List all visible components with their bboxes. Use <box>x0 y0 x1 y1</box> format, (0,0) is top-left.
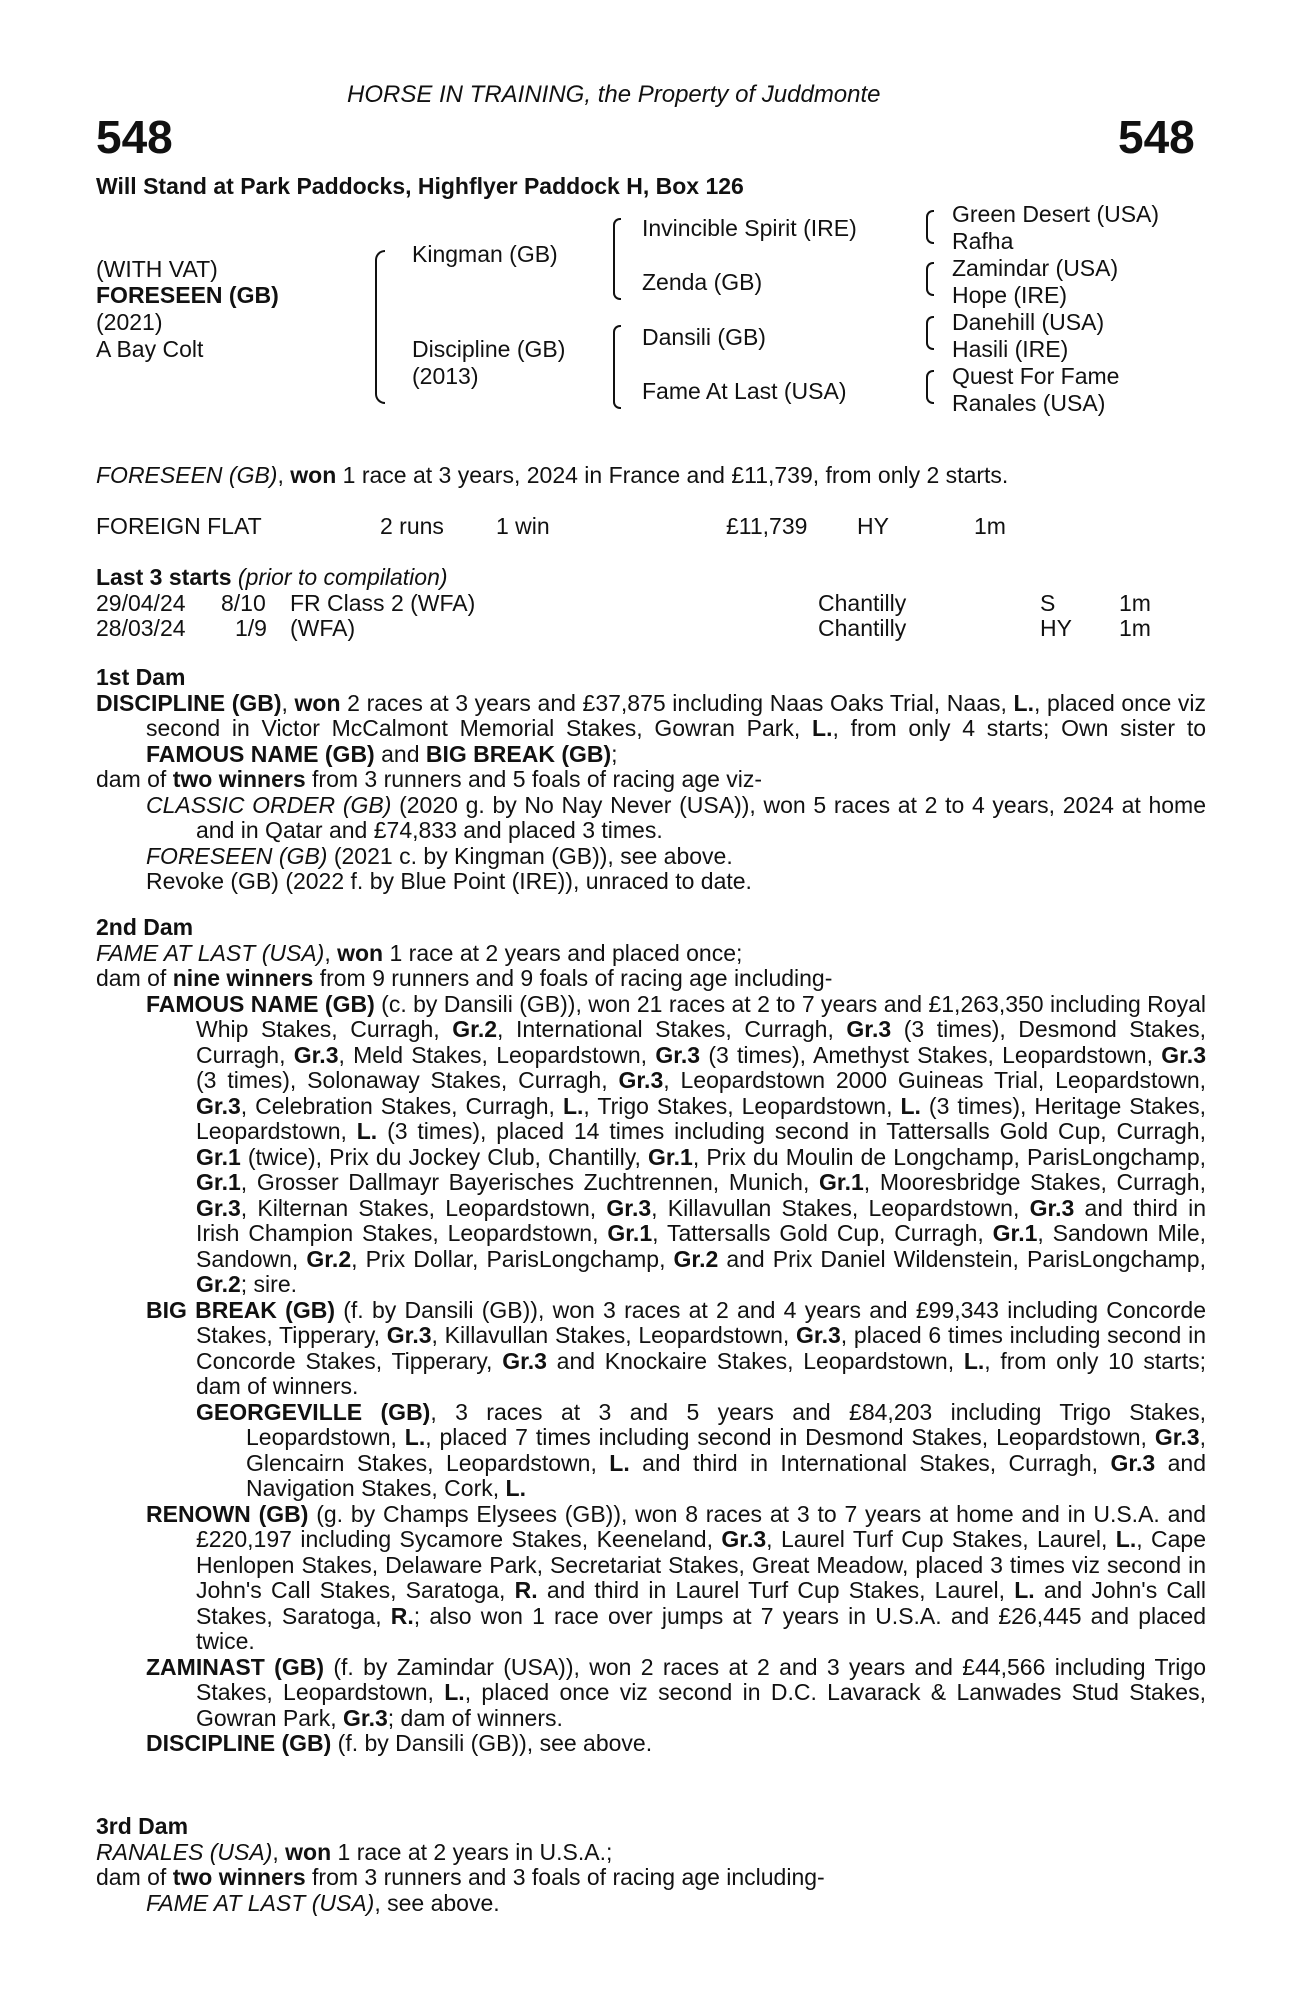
grade: Gr.3 <box>606 1194 652 1221</box>
second-dam-section <box>96 915 1206 1757</box>
t: and Knockaire Stakes, Leopardstown, <box>546 1347 964 1374</box>
pedigree-sire-sire: Invincible Spirit (IRE) <box>642 215 857 241</box>
start-row-pos: 8/10 <box>221 590 266 616</box>
start-row-pos: 1/9 <box>235 615 267 641</box>
third-dam-record: RANALES (USA), won 1 race at 2 years in U.S.A.; <box>96 1838 613 1865</box>
t: and Navigation Stakes, Cork, <box>246 1449 1207 1501</box>
produce-entry <box>96 869 1206 895</box>
t: , Killavullan Stakes, Leopardstown, <box>651 1194 1030 1221</box>
grade: L. <box>444 1679 465 1705</box>
grade: L. <box>609 1449 630 1476</box>
produce-name: FAME AT LAST (USA) <box>146 1889 375 1916</box>
grade: Gr.3 <box>293 1041 339 1068</box>
grade: L. <box>1014 1577 1035 1603</box>
pedigree-g3-7: Ranales (USA) <box>952 390 1106 416</box>
start-row-race: FR Class 2 (WFA) <box>290 590 476 616</box>
t: (f. by Zamindar (USA)), won 2 races at 2 and 3 years and £44,566 including Trigo Stakes, Leopardstown, <box>196 1653 1206 1705</box>
t: (3 times), Desmond Stakes, Curragh, <box>196 1016 1206 1068</box>
t: , Prix Dollar, ParisLongchamp, <box>351 1245 674 1272</box>
third-dam-title: 3rd Dam <box>96 1813 189 1839</box>
produce-text: (2020 g. by No Nay Never (USA)), won 5 races at 2 to 4 years, 2024 at home and in Qatar and £74,833 and placed 3 times. <box>196 791 1206 843</box>
grade: Gr.3 <box>618 1067 664 1093</box>
grade: Gr.3 <box>655 1041 701 1068</box>
record-wins: 1 win <box>496 513 550 539</box>
pedigree-g3-5: Hasili (IRE) <box>952 336 1069 362</box>
pedigree-g3-6: Quest For Fame <box>952 363 1120 389</box>
grade: Gr.3 <box>502 1347 547 1374</box>
third-dam-produce-line <box>96 1865 1206 1891</box>
t: (g. by Champs Elysees (GB)), won 8 races at 3 to 7 years at home and in U.S.A. and £220,197 including Sycamore Stakes, Keeneland, <box>196 1500 1206 1552</box>
dam-of-text: dam of <box>96 965 173 991</box>
grade: Gr.1 <box>992 1220 1038 1246</box>
grade: Gr.3 <box>386 1322 432 1348</box>
third-dam-name: RANALES (USA) <box>96 1838 273 1865</box>
produce-name: BIG BREAK (GB) <box>146 1296 335 1323</box>
produce-entry-famous-name <box>96 992 1206 1298</box>
first-dam-text: , placed once viz second in Victor McCalmont Memorial Stakes, Gowran Park, <box>146 689 1206 741</box>
dam-of-text: dam of <box>96 766 173 792</box>
pedigree-brace-gen1 <box>375 250 385 404</box>
pedigree-g3-0: Green Desert (USA) <box>952 201 1160 227</box>
pedigree-dam-dam: Fame At Last (USA) <box>642 378 847 404</box>
grade: L. <box>963 1347 985 1374</box>
start-row-date: 29/04/24 <box>96 590 186 616</box>
t: , Meld Stakes, Leopardstown, <box>338 1041 656 1068</box>
dam-of-text: dam of <box>96 1864 173 1890</box>
grade: Gr.3 <box>196 1194 241 1221</box>
second-dam-won: won <box>337 939 384 966</box>
grade: L. <box>1013 689 1034 716</box>
t: , Glencairn Stakes, Leopardstown, <box>246 1424 1206 1476</box>
start-row-course: Chantilly <box>818 590 907 616</box>
third-dam-text: 1 race at 2 years in U.S.A.; <box>331 1838 613 1865</box>
t: ; sire. <box>240 1271 297 1297</box>
dam-of-text: from 3 runners and 5 foals of racing age viz- <box>305 766 763 792</box>
last-starts-heading <box>96 565 448 591</box>
t: , Cape Henlopen Stakes, Delaware Park, Secretariat Stakes, Great Meadow, placed 3 times viz second in John's Call Stakes, Saratoga, <box>196 1526 1207 1603</box>
produce-name: DISCIPLINE (GB) <box>146 1730 332 1756</box>
t: , Kilternan Stakes, Leopardstown, <box>240 1194 607 1221</box>
t: , Sandown Mile, Sandown, <box>196 1220 1207 1272</box>
t: , placed 6 times including second in Concorde Stakes, Tipperary, <box>196 1322 1206 1374</box>
t: , from only 10 starts; dam of winners. <box>196 1347 1206 1399</box>
pedigree-brace-g3-2 <box>926 262 934 296</box>
dam-of-winners: nine winners <box>172 965 314 991</box>
pedigree-brace-dam <box>613 325 621 409</box>
grade: Gr.2 <box>673 1245 719 1272</box>
t: (twice), Prix du Jockey Club, Chantilly, <box>240 1143 649 1170</box>
dam-of-winners: two winners <box>172 766 306 792</box>
summary-horse-name: FORESEEN (GB) <box>96 462 278 488</box>
first-dam-record: DISCIPLINE (GB), won 2 races at 3 years and £37,875 including Naas Oaks Trial, Naas, L., placed once viz second in Victor McCalmont Memorial Stakes, Gowran Park, L., from only 4 starts; Own sister to FAMOUS NAME (GB) and BIG BREAK (GB); <box>96 689 1206 767</box>
pedigree-g3-3: Hope (IRE) <box>952 282 1068 308</box>
start-row-date: 28/03/24 <box>96 615 186 641</box>
first-dam-text: and <box>374 740 426 767</box>
t: and third in International Stakes, Curragh, <box>629 1449 1111 1476</box>
t: and third in Laurel Turf Cup Stakes, Laurel, <box>537 1577 1015 1603</box>
produce-name: FORESEEN (GB) <box>146 842 328 869</box>
first-dam-text: 2 races at 3 years and £37,875 including Naas Oaks Trial, Naas, <box>340 689 1014 716</box>
record-runs: 2 runs <box>380 513 444 539</box>
grade: Gr.3 <box>1110 1449 1156 1476</box>
pedigree-g3-4: Danehill (USA) <box>952 309 1105 335</box>
horse-year: (2021) <box>96 309 163 335</box>
produce-text: (2021 c. by Kingman (GB)), see above. <box>327 842 733 869</box>
t: (c. by Dansili (GB)), won 21 races at 2 to 7 years and £1,263,350 including Royal Whip Stakes, Curragh, <box>196 990 1206 1042</box>
produce-entry-discipline <box>96 1731 1206 1757</box>
t: , Prix du Moulin de Longchamp, ParisLongchamp, <box>692 1143 1207 1170</box>
record-category: FOREIGN FLAT <box>96 513 262 539</box>
dam-of-text: from 3 runners and 3 foals of racing age including- <box>305 1864 825 1890</box>
race-summary <box>96 463 1008 489</box>
lot-number-right: 548 <box>1118 111 1195 163</box>
t: and Prix Daniel Wildenstein, ParisLongchamp, <box>718 1245 1206 1272</box>
grade: Gr.1 <box>819 1169 864 1195</box>
last-starts-note: (prior to compilation) <box>237 564 448 590</box>
running-title: HORSE IN TRAINING, the Property of Juddmonte <box>347 81 881 108</box>
dam-of-winners: two winners <box>172 1864 306 1890</box>
t: (3 times), Solonaway Stakes, Curragh, <box>196 1067 619 1093</box>
pedigree-brace-g3-4 <box>926 370 934 404</box>
grade: L. <box>812 715 833 741</box>
lot-number-left: 548 <box>96 111 173 163</box>
t: , Mooresbridge Stakes, Curragh, <box>863 1169 1206 1195</box>
start-row-race: (WFA) <box>290 615 356 641</box>
pedigree-dam-year: (2013) <box>412 363 479 389</box>
produce-name: ZAMINAST (GB) <box>146 1653 324 1680</box>
t: , placed 7 times including second in Desmond Stakes, Leopardstown, <box>425 1424 1155 1450</box>
t: (3 times), Amethyst Stakes, Leopardstown, <box>700 1041 1162 1068</box>
horse-description: A Bay Colt <box>96 336 204 362</box>
grade: Gr.3 <box>343 1704 388 1731</box>
record-distance: 1m <box>974 513 1006 539</box>
grade: Gr.1 <box>196 1169 241 1195</box>
first-dam-text: ; <box>611 740 618 767</box>
grade: Gr.3 <box>1154 1424 1200 1450</box>
pedigree-brace-sire <box>613 218 621 300</box>
grade: Gr.1 <box>607 1220 653 1246</box>
second-dam-text: 1 race at 2 years and placed once; <box>383 939 743 966</box>
pedigree-sire: Kingman (GB) <box>412 241 558 267</box>
t: , Tattersalls Gold Cup, Curragh, <box>652 1220 993 1246</box>
produce-entry <box>96 793 1206 844</box>
grade: L. <box>900 1092 921 1119</box>
first-dam-won: won <box>294 689 341 716</box>
produce-entry <box>96 1891 1206 1917</box>
t: , Grosser Dallmayr Bayerisches Zuchtrennen, Munich, <box>240 1169 820 1195</box>
grade: L. <box>404 1424 426 1450</box>
t: , 3 races at 3 and 5 years and £84,203 including Trigo Stakes, Leopardstown, <box>246 1398 1206 1450</box>
grade: R. <box>514 1577 538 1603</box>
produce-name: FAMOUS NAME (GB) <box>146 990 375 1017</box>
t: , Laurel Turf Cup Stakes, Laurel, <box>766 1526 1116 1552</box>
produce-entry-georgeville <box>96 1400 1206 1502</box>
t: (f. by Dansili (GB)), won 3 races at 2 and 4 years and £99,343 including Concorde Stakes, Tipperary, <box>196 1296 1206 1348</box>
grade: L. <box>356 1118 378 1144</box>
t: (f. by Dansili (GB)), see above. <box>331 1730 653 1756</box>
summary-comma: , <box>277 462 291 488</box>
t: and third in Irish Champion Stakes, Leopardstown, <box>196 1194 1206 1246</box>
t: ; also won 1 race over jumps at 7 years in U.S.A. and £26,445 and placed twice. <box>196 1602 1207 1654</box>
produce-entry <box>96 844 1206 870</box>
sibling-name: FAMOUS NAME (GB) <box>146 740 375 767</box>
second-dam-produce-line <box>96 966 1206 992</box>
produce-entry-zaminast <box>96 1655 1206 1732</box>
pedigree-brace-g3-1 <box>926 210 934 244</box>
third-dam-section <box>96 1814 1206 1916</box>
first-dam-title: 1st Dam <box>96 664 186 690</box>
first-dam-produce-line <box>96 767 1206 793</box>
grade: Gr.3 <box>846 1016 892 1042</box>
grade: Gr.3 <box>196 1092 241 1119</box>
first-dam-section <box>96 665 1206 895</box>
produce-text: , see above. <box>374 1889 500 1916</box>
produce-name: GEORGEVILLE (GB) <box>196 1398 431 1425</box>
t: , Killavullan Stakes, Leopardstown, <box>431 1322 797 1348</box>
start-row-going: HY <box>1040 615 1072 641</box>
sibling-name: BIG BREAK (GB) <box>425 740 612 767</box>
t: , Trigo Stakes, Leopardstown, <box>583 1092 901 1119</box>
grade: Gr.1 <box>196 1143 241 1170</box>
t: , placed once viz second in D.C. Lavarack & Lanwades Stud Stakes, Gowran Park, <box>196 1679 1206 1731</box>
second-dam-record: FAME AT LAST (USA), won 1 race at 2 years and placed once; <box>96 939 743 966</box>
second-dam-name: FAME AT LAST (USA) <box>96 939 325 966</box>
grade: Gr.1 <box>648 1143 693 1170</box>
record-earnings: £11,739 <box>726 513 808 539</box>
vat-note: (WITH VAT) <box>96 256 218 282</box>
grade: L. <box>1115 1526 1137 1552</box>
produce-text: Revoke (GB) (2022 f. by Blue Point (IRE)), unraced to date. <box>146 868 752 894</box>
produce-name: CLASSIC ORDER (GB) <box>146 791 392 818</box>
pedigree-sire-dam: Zenda (GB) <box>642 269 763 295</box>
t: (3 times), Heritage Stakes, Leopardstown, <box>196 1092 1206 1144</box>
pedigree-g3-2: Zamindar (USA) <box>952 255 1119 281</box>
stand-location: Will Stand at Park Paddocks, Highflyer Paddock H, Box 126 <box>96 173 744 199</box>
t: , Leopardstown 2000 Guineas Trial, Leopardstown, <box>663 1067 1207 1093</box>
grade: Gr.3 <box>796 1322 841 1348</box>
start-row-course: Chantilly <box>818 615 907 641</box>
summary-won: won <box>290 462 337 488</box>
record-going: HY <box>857 513 889 539</box>
first-dam-name: DISCIPLINE (GB) <box>96 689 282 716</box>
grade: L. <box>505 1475 526 1501</box>
grade: Gr.3 <box>721 1526 767 1552</box>
second-dam-title: 2nd Dam <box>96 914 194 940</box>
t: , Celebration Stakes, Curragh, <box>240 1092 563 1119</box>
start-row-dist: 1m <box>1119 590 1151 616</box>
grade: Gr.3 <box>1029 1194 1075 1221</box>
grade: Gr.2 <box>196 1271 241 1297</box>
grade: Gr.2 <box>452 1016 498 1042</box>
dam-of-text: from 9 runners and 9 foals of racing age including- <box>313 965 833 991</box>
grade: Gr.2 <box>306 1245 352 1272</box>
grade: L. <box>562 1092 584 1119</box>
pedigree-dam: Discipline (GB) <box>412 336 566 362</box>
t: (3 times), placed 14 times including second in Tattersalls Gold Cup, Curragh, <box>377 1118 1206 1144</box>
produce-name: RENOWN (GB) <box>146 1500 309 1527</box>
t: , International Stakes, Curragh, <box>497 1016 847 1042</box>
start-row-dist: 1m <box>1119 615 1151 641</box>
grade: Gr.3 <box>1161 1041 1206 1068</box>
third-dam-won: won <box>285 1838 332 1865</box>
start-row-going: S <box>1040 590 1056 616</box>
t: and John's Call Stakes, Saratoga, <box>196 1577 1207 1629</box>
grade: R. <box>390 1602 414 1629</box>
pedigree-brace-g3-3 <box>926 316 934 350</box>
t: ; dam of winners. <box>387 1704 563 1731</box>
pedigree-g3-1: Rafha <box>952 228 1014 254</box>
first-dam-text: , from only 4 starts; Own sister to <box>832 715 1206 741</box>
summary-text: 1 race at 3 years, 2024 in France and £11,739, from only 2 starts. <box>336 462 1009 488</box>
produce-entry-big-break <box>96 1298 1206 1400</box>
pedigree-dam-sire: Dansili (GB) <box>642 324 766 350</box>
produce-entry-renown <box>96 1502 1206 1655</box>
last-starts-title: Last 3 starts <box>96 564 232 590</box>
horse-name: FORESEEN (GB) <box>96 282 279 308</box>
